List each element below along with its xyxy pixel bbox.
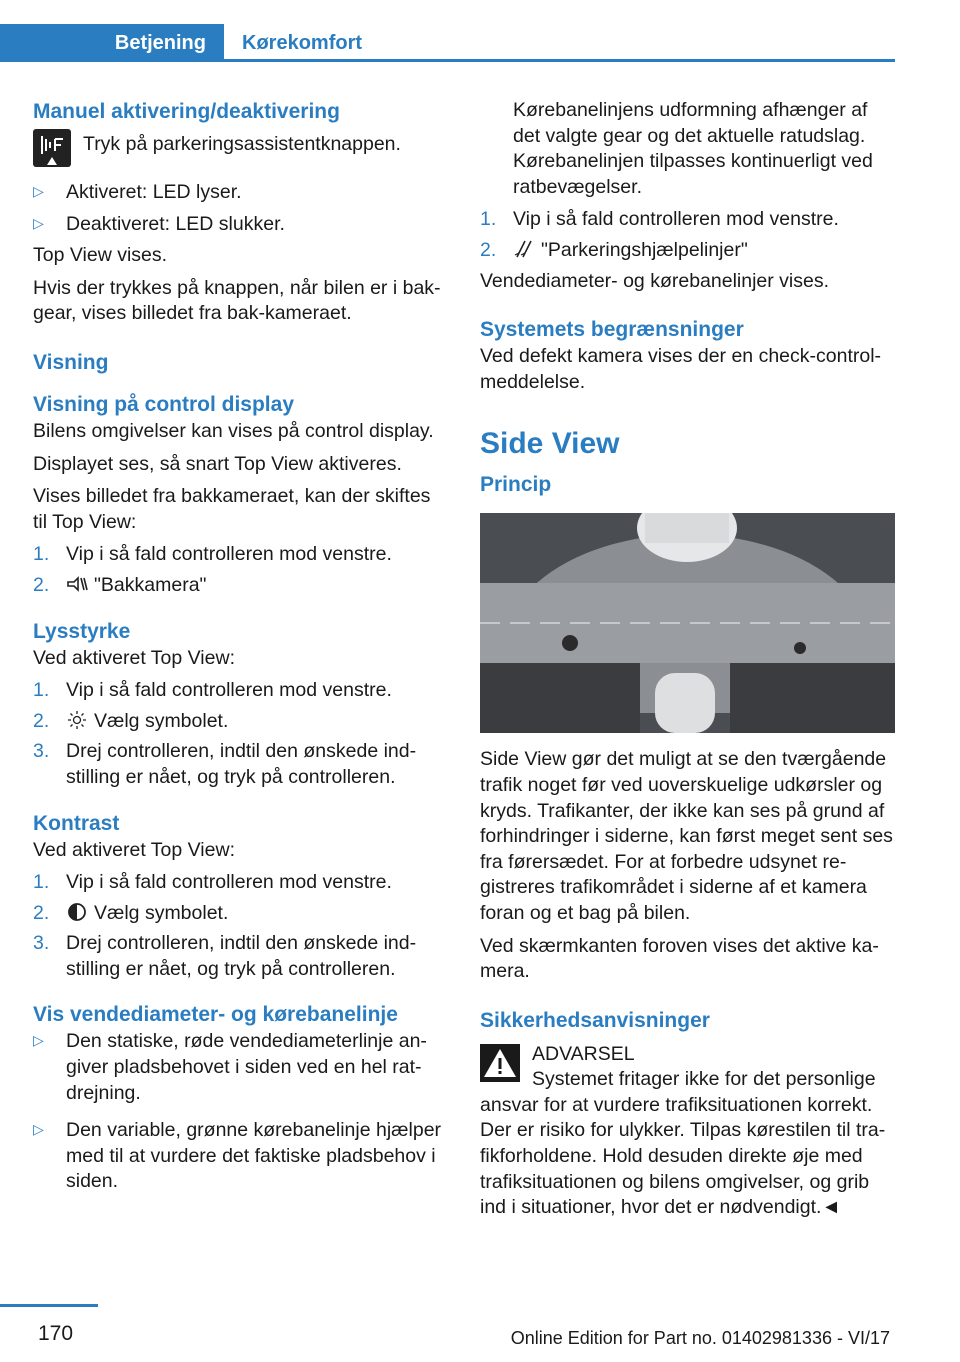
chapter-tabs — [0, 24, 895, 62]
parking-assist-button-icon — [33, 129, 71, 167]
list-item: ▷ Aktiveret: LED lyser. — [33, 181, 242, 203]
triangle-bullet-icon: ▷ — [33, 1032, 44, 1049]
step-item: 1. Vip i så fald controlleren mod venstre. — [33, 871, 392, 894]
warning-block — [480, 1042, 895, 1221]
princip-text-2: Ved skærmkanten foroven vises det aktive ka‐mera. — [480, 934, 879, 983]
list-item: ▷ Deaktiveret: LED slukker. — [33, 212, 285, 235]
heading-side-view: Side View — [480, 427, 620, 461]
cd-text-2: Displayet ses, så snart Top View aktiveres. — [33, 452, 402, 475]
warning-text: Systemet fritager ikke for det personlige ansvar for at vurdere trafiksituationen korrekt. Der er risiko for ulykker. Tilpas kørestilen til tra‐fikforholdene. Hold desuden direkte øje med trafiksituationen og bilens omgivelser, og grib ind i situationer, hvor det er nødvendigt.◄ — [480, 1068, 886, 1219]
topview-text: Top View vises. — [33, 244, 168, 267]
list-item: ▷ Den statiske, røde vendediameterlinje an‐giver pladsbehovet i siden ved en hel rat‐drejning. — [33, 1030, 427, 1104]
list-item: ▷ Den variable, grønne kørebanelinje hjælper med til at vurdere det faktiske pladsbehov i siden. — [33, 1119, 442, 1193]
heading-vende: Vis vendediameter- og kørebanelinje — [33, 1003, 398, 1027]
cd-text-3: Vises billedet fra bakkameraet, kan der skiftes til Top View: — [33, 485, 431, 533]
step-item: 2. "Bakkamera" — [33, 573, 207, 596]
step-item: 3. Drej controlleren, indtil den ønskede ind‐stilling er nået, og tryk på controlleren. — [33, 932, 417, 980]
kore-text: Kørebanelinjens udformning afhænger af det valgte gear og det aktuelle ratudslag. Kørebanelinjen tilpasses kontinuerligt ved ratbevægelser. — [513, 99, 873, 198]
heading-kontrast: Kontrast — [33, 811, 120, 835]
heading-system: Systemets begrænsninger — [480, 318, 744, 342]
heading-manuel: Manuel aktivering/deaktivering — [33, 100, 340, 123]
triangle-bullet-icon: ▷ — [33, 1121, 44, 1138]
manuel-block — [33, 126, 443, 173]
step-item: 3. Drej controlleren, indtil den ønskede ind‐stilling er nået, og tryk på controlleren. — [33, 740, 417, 788]
parking-lines-icon — [513, 239, 535, 259]
tab-korekomfort[interactable]: Kørekomfort — [242, 31, 363, 54]
bak-text: Hvis der trykkes på knappen, når bilen er i bak‐gear, vises billedet fra bak-kameraet. — [33, 276, 441, 325]
triangle-bullet-icon: ▷ — [33, 214, 44, 231]
triangle-bullet-icon: ▷ — [33, 183, 44, 199]
heading-lysstyrke: Lysstyrke — [33, 619, 131, 643]
right-column — [480, 98, 895, 1221]
step-item: 1. Vip i så fald controlleren mod venstre. — [33, 543, 392, 566]
heading-visning-cd: Visning på control display — [33, 392, 294, 416]
side-view-illustration — [480, 513, 895, 733]
heading-princip: Princip — [480, 473, 552, 497]
step-item: 2. "Parkeringshjælpelinjer" — [480, 238, 748, 261]
brightness-icon — [66, 710, 88, 730]
left-column — [33, 98, 443, 1200]
edition-text: Online Edition for Part no. 01402981336 - VI/17 — [510, 1328, 890, 1348]
manuel-text: Tryk på parkeringsassistentknappen. — [83, 133, 401, 155]
step-item: 1. Vip i så fald controlleren mod venstre. — [480, 208, 839, 231]
step-item: 1. Vip i så fald controlleren mod venstre. — [33, 679, 392, 702]
footer-line — [0, 1304, 98, 1307]
cd-text-1: Bilens omgivelser kan vises på control display. — [33, 419, 434, 442]
warning-title: ADVARSEL — [532, 1042, 635, 1065]
tab-underline — [0, 59, 895, 62]
vende-result: Vendediameter- og kørebanelinjer vises. — [480, 269, 830, 292]
tab-betjening[interactable]: Betjening — [0, 24, 224, 62]
page-number: 170 — [38, 1322, 74, 1345]
warning-triangle-icon — [480, 1044, 520, 1082]
step-item: 2. Vælg symbolet. — [33, 901, 229, 924]
princip-text-1: Side View gør det muligt at se den tværgående trafik noget før ved uoverskuelige udkørsler og kryds. Trafikanter, der ikke kan ses på grund af forhindringer i siderne, kan først meget sent ses fra førersædet. For at forbedre udsynet re‐gistreres trafikområdet i siderne af et kamera foran og et bag på bilen. — [480, 748, 893, 924]
lys-intro: Ved aktiveret Top View: — [33, 646, 235, 669]
kontrast-intro: Ved aktiveret Top View: — [33, 838, 235, 861]
contrast-icon — [66, 902, 88, 922]
system-text: Ved defekt kamera vises der en check-control-meddelelse. — [480, 345, 882, 393]
heading-visning: Visning — [33, 350, 109, 374]
heading-sikkerhed: Sikkerhedsanvisninger — [480, 1008, 710, 1032]
rear-camera-icon — [66, 574, 88, 594]
step-item: 2. Vælg symbolet. — [33, 709, 229, 732]
